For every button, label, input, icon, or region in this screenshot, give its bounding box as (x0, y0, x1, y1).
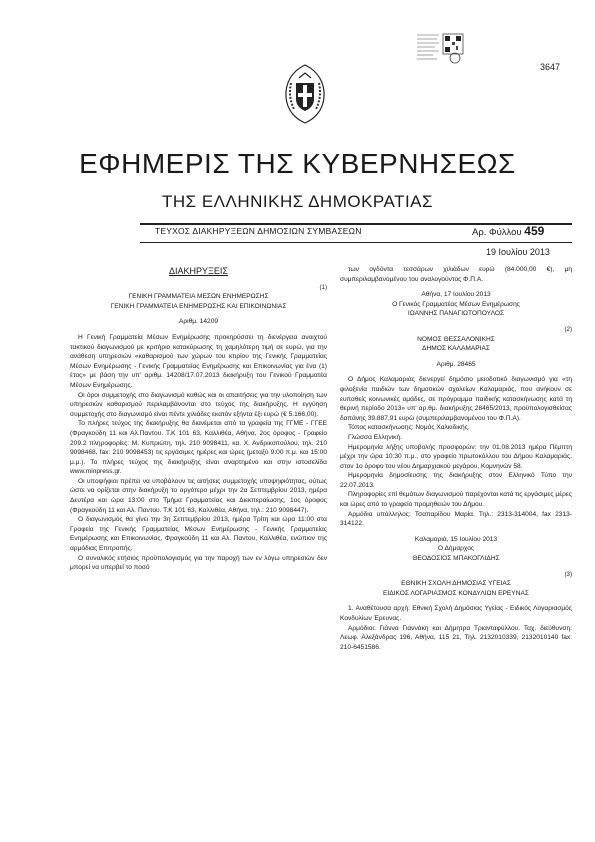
paragraph: Γλώσσα Ελληνική. (348, 433, 402, 441)
paragraph: Ο Δήμος Καλαμαριάς διενεργεί δημόσιο μειοδοτικό διαγωνισμό για «τη φιλοξενία παιδιών των δημοτικών σχολείων Καλαμαριάς, που ανήκουν σε ευπαθείς κοινωνικές ομάδες, σε πρόγραμμα παιδικής κατασκήνωσης κατά τη θερινή περίοδο 2013» υπ' αρ.θμ. διακήρυξης 28465/2013, προϋπολογισθείσας δαπάνης 39.887,91 ευρώ (συμπεριλαμβανομένου του Φ.Π.Α). (340, 376, 572, 422)
issue-date: 19 Ιουλίου 2013 (486, 247, 550, 257)
signatory-role: Ο Γενικός Γραμματέας Μέσων Ενημέρωσης (392, 300, 520, 308)
authority-heading: ΔΗΜΟΣ ΚΑΛΑΜΑΡΙΑΣ (422, 345, 490, 353)
paragraph: Ο συνολικός ετήσιος προϋπολογισμός για την παροχή των εν λόγω υπηρεσιών δεν μπορεί να υπερβεί το ποσό (70, 554, 327, 572)
masthead-title: ΕΦΗΜΕΡΙΣ ΤΗΣ ΚΥΒΕΡΝΗΣΕΩΣ (79, 148, 516, 179)
notice-number: (2) (564, 325, 572, 333)
qr-code (415, 30, 465, 68)
left-column (70, 265, 327, 573)
page-number: 3647 (540, 62, 561, 72)
authority-heading: ΓΕΝΙΚΗ ΓΡΑΜΜΑΤΕΙΑ ΜΕΣΩΝ ΕΝΗΜΕΡΩΣΗΣ (128, 293, 269, 301)
authority-heading: ΕΘΝΙΚΗ ΣΧΟΛΗ ΔΗΜΟΣΙΑΣ ΥΓΕΙΑΣ (401, 580, 511, 588)
paragraph: Ημερομηνία λήξης υποβολής προσφορών: την 01.08.2013 ημέρα Πέμπτη μέχρι την ώρα 10:30 π.μ., στο γραφείο πρωτοκόλλου του Δήμου Καλαμαριάς, στον 1ο όροφο του νέου Δημαρχιακού μεγάρου, Κομνηνών 58. (340, 443, 572, 470)
paragraph: Τόπος κατασκήνωσης: Νομός Χαλκιδικής. (348, 424, 470, 432)
paragraph: Οι υποψήφιοι πρέπει να υποβάλουν τις αιτήσεις συμμετοχής υποψηφιότητας, ούτως ώστε να ορίζεται στην διακήρυξη το αργότερο μέχρι την 2α Σεπτεμβρίου 2013, ημέρα Δευτέρα και ώρα 13:00 στο Τμήμα Γραμματείας και Διεκπεραίωσης, 1ος όροφος (Φραγκούδη 11 και Αλ. Παντου. Τ.Κ 101 63, Καλλιθέα, Αθήνα, τηλ.: 210 9098447). (70, 477, 327, 514)
paragraph: Αρμόδιοι: Γιάννα Γιαννάκη και Δήμητρα Τριανταφύλλου. Ταχ. διεύθυνση: Λεωφ. Αλεξάνδρας 196, Αθήνα, 115 21, Τηλ. 2132010339, 2132010140 fax: 210-6451586. (340, 624, 572, 651)
signatory-name: ΙΩΑΝΝΗΣ ΠΑΝΑΓΙΩΤΟΠΟΥΛΟΣ (407, 310, 505, 318)
issue-label: ΤΕΥΧΟΣ ΔΙΑΚΗΡΥΞΕΩΝ ΔΗΜΟΣΙΩΝ ΣΥΜΒΑΣΕΩΝ (155, 226, 362, 236)
paragraph: 1. Αναθέτουσα αρχή: Εθνική Σχολή Δημόσιας Υγείας - Ειδικός Λογαριασμός Κονδυλίων Έρευνας. (340, 605, 572, 622)
authority-heading: ΓΕΝΙΚΗ ΓΡΑΜΜΑΤΕΙΑ ΕΝΗΜΕΡΩΣΗΣ ΚΑΙ ΕΠΙΚΟΙΝΩΝΙΑΣ (110, 302, 287, 310)
signatory-name: ΘΕΟΔΟΣΙΟΣ ΜΠΑΚΟΓΛΙΔΗΣ (412, 555, 500, 563)
header-rule-thin (140, 242, 572, 243)
paragraph: Το πλήρες τεύχος της διακήρυξης θα διανέμεται από τα γραφεία της ΓΓΜΕ - ΓΓΕΕ (Φραγκούδη 11 και Αλ.Παντου. Τ.Κ 101 63, Καλλιθέα, Αθήνα, 2ος όροφος - Γραφείο 209.2 πληροφορίες: Μ. Κυπριώτη, τηλ. 210 9098411, κα. Χ. Ανδρικοπούλου, τηλ. 210 9098468, fax: 210 9098453) τις εργάσιμες ημέρες και ώρες (μεταξύ 9:00 π.μ. και 15:00 μ.μ.). Το πλήρες τεύχος της διακήρυξης είναι αναρτημένο και στην ιστοσελίδα www.minpress.gr. (70, 420, 327, 476)
paragraph: Αρμόδια υπάλληλος: Τσαπαρίδου Μαρία. Τηλ.: 2313-314004, fax 2313-314122. (340, 510, 572, 528)
notice-number: (3) (564, 570, 572, 578)
paragraph: Ο διαγωνισμός θα γίνει την 3η Σεπτεμβρίου 2013, ημέρα Τρίτη και ώρα 11:00 στα Γραφεία της Γενικής Γραμματείας Μέσων Ενημέρωσης - Γενικής Γραμματείας Ενημέρωσης και Επικοινωνίας, Φραγκούδη 11 και Αλ. Παντου, Καλλιθέα, ενώπιον της αρμόδιας Επιτροπής. (70, 516, 327, 553)
coat-of-arms-icon (282, 63, 328, 125)
authority-heading: ΝΟΜΟΣ ΘΕΣΣΑΛΟΝΙΚΗΣ (417, 335, 495, 343)
paragraph: των ογδόντα τεσσάρων χιλιάδων ευρώ (84.000,00 €), μη συμπεριλαμβανομένου του αναλογούντος Φ.Π.Α. (340, 266, 572, 283)
signature-date: Αθήνα, 17 Ιουλίου 2013 (421, 291, 491, 299)
reference-number: Αριθμ. 28465 (436, 360, 476, 368)
section-title: ΔΙΑΚΗΡΥΞΕΙΣ (169, 266, 228, 276)
paragraph: Οι όροι συμμετοχής στο διαγωνισμό καθώς και οι απαιτήσεις για την υλοποίηση των υπηρεσιών καθαρισμού περιλαμβάνονται στο τεύχος της διακήρυξης. Η εγγύηση συμμετοχής στο διαγωνισμό είναι πέντε χιλιάδες εκατόν εξήντα έξι ευρώ (€ 5.166,00). (70, 391, 327, 418)
right-column (340, 265, 572, 652)
signatory-role: Ο Δήμαρχος (437, 545, 475, 553)
reference-number: Αριθμ. 14209 (178, 318, 219, 326)
sheet-number-value: 459 (524, 224, 545, 238)
sheet-number (472, 224, 544, 238)
masthead-subtitle: ΤΗΣ ΕΛΛΗΝΙΚΗΣ ΔΗΜΟΚΡΑΤΙΑΣ (161, 192, 434, 211)
authority-heading: ΕΙΔΙΚΟΣ ΛΟΓΑΡΙΑΣΜΟΣ ΚΟΝΔΥΛΙΩΝ ΕΡΕΥΝΑΣ (383, 589, 529, 597)
paragraph: Ημερομηνία δημοσίευσης της διακήρυξης στον Ελληνικό Τύπο την 22.07.2013. (340, 472, 572, 489)
paragraph: Η Γενική Γραμματεία Μέσων Ενημέρωσης προκηρύσσει τη διενέργεια ανοιχτού τακτικού διαγωνισμού με κριτήριο κατακύρωσης τη χαμηλότερη τιμή σε ευρώ, για την ανάθεση υπηρεσιών «καθαρισμού των χώρων του κτιρίου της Γενικής Γραμματείας Μέσων Ενημέρωσης - Γενικής Γραμματείας Ενημέρωσης και Επικοινωνίας για ένα (1) έτος» με βάση την υπ' αριθμ. 14208/17.07.2013 διακήρυξη του Γενικού Γραμματέα Μέσων Ενημέρωσης. (70, 333, 327, 389)
paragraph: Πληροφορίες επί θεμάτων διαγωνισμού παρέχονται κατά τις εργάσιμες μέρες και ώρες από το γραφείο προμηθειών του Δήμου. (340, 491, 572, 509)
notice-number: (1) (319, 283, 327, 291)
signature-date: Καλαμαριά, 15 Ιουλίου 2013 (414, 535, 498, 543)
sheet-label: Αρ. Φύλλου (472, 227, 522, 238)
